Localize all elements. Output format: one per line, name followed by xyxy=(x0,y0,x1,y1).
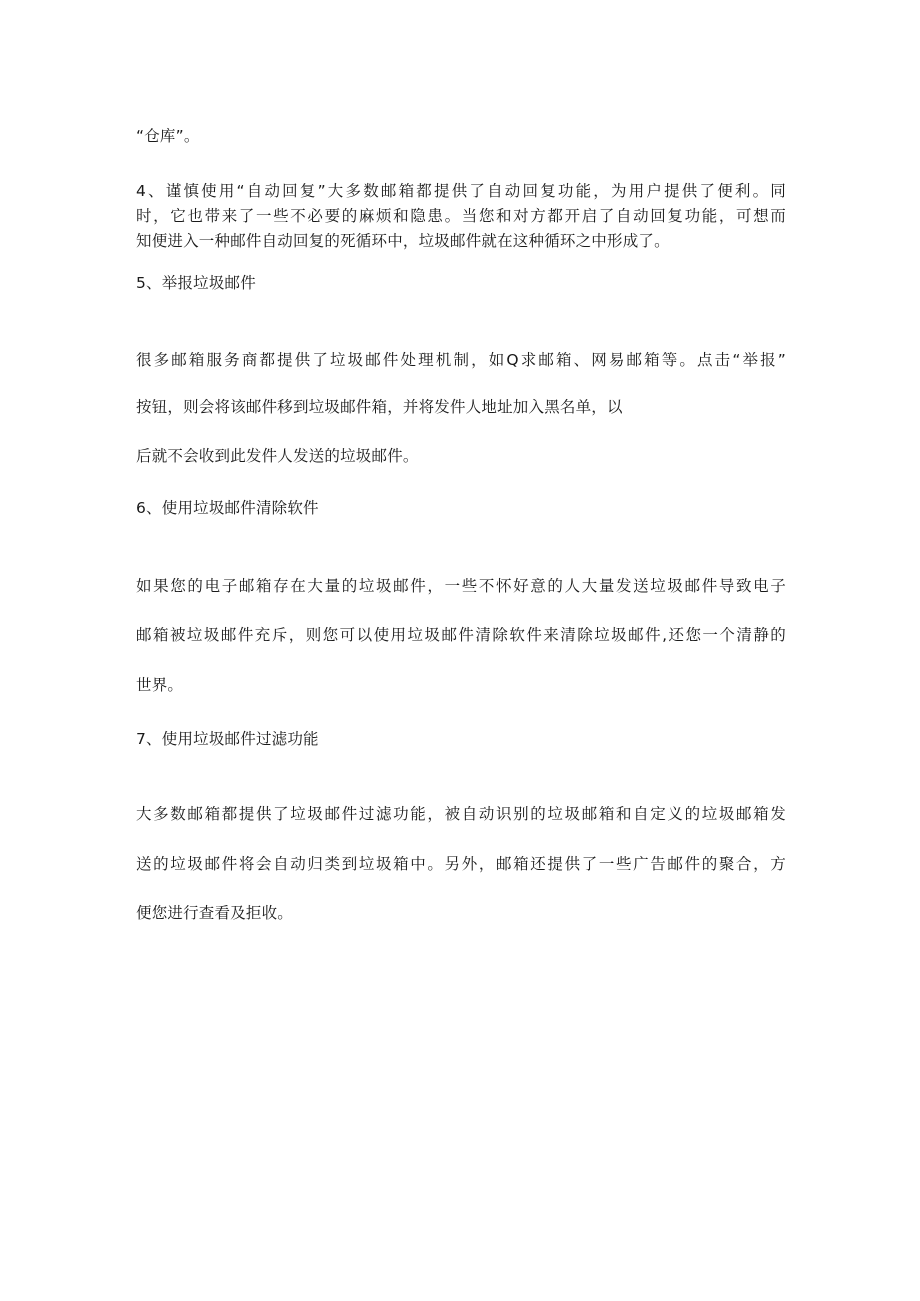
paragraph-6-line-3: 世界。 xyxy=(136,676,184,694)
paragraph-7-line-1: 大多数邮箱都提供了垃圾邮件过滤功能，被自动识别的垃圾邮箱和自定义的垃圾邮箱发 xyxy=(136,805,786,823)
text-line-warehouse: “仓库”。 xyxy=(136,127,200,145)
paragraph-4-line-3: 知便进入一种邮件自动回复的死循环中，垃圾邮件就在这种循环之中形成了。 xyxy=(136,232,670,250)
heading-7: 7、使用垃圾邮件过滤功能 xyxy=(136,730,319,748)
paragraph-5-line-2: 按钮，则会将该邮件移到垃圾邮件箱，并将发件人地址加入黑名单，以 xyxy=(136,398,623,416)
paragraph-6-line-2: 邮箱被垃圾邮件充斥，则您可以使用垃圾邮件清除软件来清除垃圾邮件,还您一个清静的 xyxy=(136,626,786,644)
paragraph-5-line-3: 后就不会收到此发件人发送的垃圾邮件。 xyxy=(136,447,419,465)
heading-5: 5、举报垃圾邮件 xyxy=(136,274,256,292)
paragraph-7-line-3: 便您进行查看及拒收。 xyxy=(136,904,294,922)
paragraph-5-line-1: 很多邮箱服务商都提供了垃圾邮件处理机制，如Q求邮箱、网易邮箱等。点击“举报” xyxy=(136,351,786,369)
paragraph-4-line-1: 4、谨慎使用“自动回复”大多数邮箱都提供了自动回复功能，为用户提供了便利。同 xyxy=(136,182,786,200)
paragraph-4-line-2: 时，它也带来了一些不必要的麻烦和隐患。当您和对方都开启了自动回复功能，可想而 xyxy=(136,207,786,225)
paragraph-7-line-2: 送的垃圾邮件将会自动归类到垃圾箱中。另外，邮箱还提供了一些广告邮件的聚合，方 xyxy=(136,855,786,873)
paragraph-6-line-1: 如果您的电子邮箱存在大量的垃圾邮件，一些不怀好意的人大量发送垃圾邮件导致电子 xyxy=(136,577,786,595)
heading-6: 6、使用垃圾邮件清除软件 xyxy=(136,499,319,517)
